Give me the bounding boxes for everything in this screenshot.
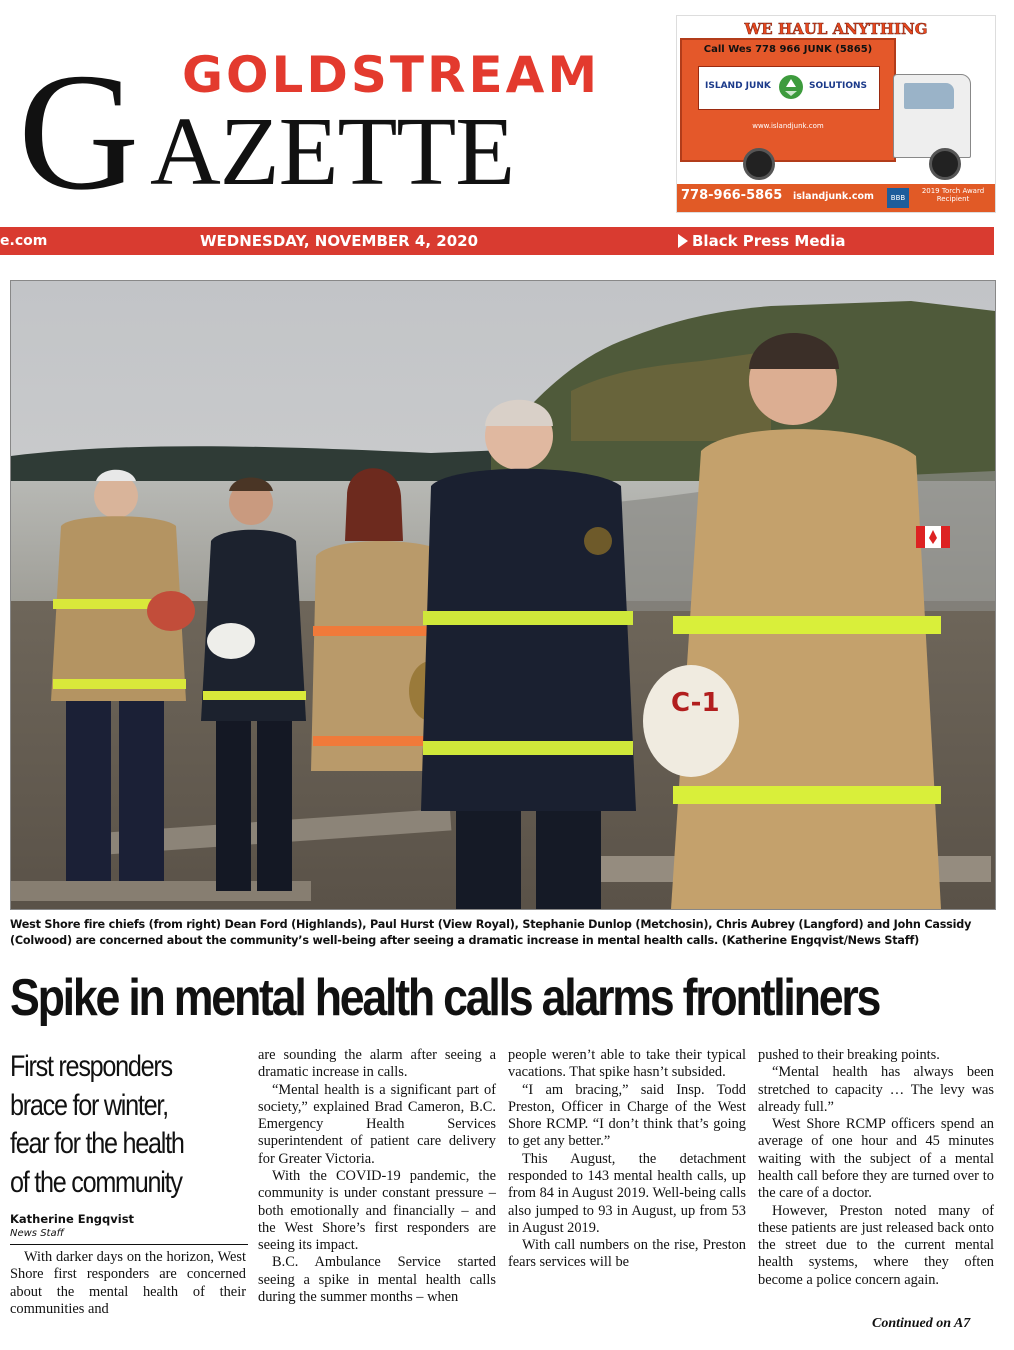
lead-photo[interactable]	[10, 280, 996, 910]
recycle-icon	[777, 73, 805, 101]
island-junk-ad[interactable]	[676, 15, 996, 213]
ad-logo-right: SOLUTIONS	[809, 81, 868, 91]
byline-role: News Staff	[10, 1228, 64, 1239]
article-column-1	[10, 1249, 246, 1318]
masthead-gazette: AZETTE	[150, 98, 515, 206]
ad-website-small: www.islandjunk.com	[752, 122, 824, 130]
ad-award: 2019 Torch Award Recipient	[921, 187, 985, 204]
truck-cab	[893, 74, 971, 158]
ad-phone[interactable]: 778-966-5865	[681, 188, 783, 203]
paragraph: West Shore RCMP officers spend an average of one hour and 45 minutes waiting with the subject of a mental health call before they are turned over to the care of a doctor.	[758, 1116, 994, 1202]
article-column-3	[508, 1047, 746, 1272]
continued-link[interactable]: Continued on A7	[872, 1316, 971, 1331]
bbb-logo-icon: BBB	[887, 188, 909, 208]
paragraph: “I am bracing,” said Insp. Todd Preston, Officer in Charge of the West Shore RCMP. “I don’t think that’s going to get any better.”	[508, 1081, 746, 1150]
article-column-4	[758, 1047, 994, 1289]
article-column-2	[258, 1047, 496, 1306]
paragraph: With darker days on the horizon, West Shore first responders are concerned about the mental health of their communities and	[10, 1249, 246, 1317]
date-bar	[0, 227, 994, 255]
paragraph: B.C. Ambulance Service started seeing a spike in mental health calls during the summer months – when	[258, 1254, 496, 1305]
photo-caption: West Shore fire chiefs (from right) Dean Ford (Highlands), Paul Hurst (View Royal), Stephanie Dunlop (Metchosin), Chris Aubrey (Langford) and John Cassidy (Colwood) are concerned about the community’s well-being after seeing a dramatic increase in mental health calls. (Katherine Engqvist/News Staff)	[10, 918, 972, 948]
ad-call-line: Call Wes 778 966 JUNK (5865)	[703, 44, 873, 55]
truck-wheel-rear	[743, 148, 775, 180]
truck-box-illustration	[680, 38, 896, 162]
paragraph: This August, the detachment responded to 143 mental health calls, up from 84 in August 2019. Well-being calls also jumped to 93 in August, up from 53 in August 2019.	[508, 1150, 746, 1236]
ad-headline: WE HAUL ANYTHING	[744, 20, 928, 38]
website-fragment[interactable]: e.com	[0, 233, 48, 249]
deck-line: brace for winter,	[10, 1088, 168, 1122]
paragraph: “Mental health has always been stretched to capacity … The levy was already full.”	[758, 1064, 994, 1115]
subheadline	[10, 1048, 210, 1203]
masthead-big-letter: G	[18, 39, 140, 225]
deck-line: fear for the health	[10, 1127, 184, 1161]
paragraph: are sounding the alarm after seeing a dramatic increase in calls.	[258, 1047, 496, 1081]
lead-photo-illustration	[11, 281, 995, 909]
deck-line: First responders	[10, 1050, 172, 1083]
issue-date: WEDNESDAY, NOVEMBER 4, 2020	[200, 232, 479, 250]
play-arrow-icon	[678, 234, 688, 248]
publisher-name: Black Press Media	[692, 232, 846, 250]
helmet-badge: C-1	[671, 688, 720, 718]
ad-logo	[698, 66, 880, 110]
byline-rule	[10, 1244, 248, 1245]
ad-website[interactable]: islandjunk.com	[793, 191, 874, 202]
publisher[interactable]	[678, 232, 846, 250]
deck-line: of the community	[10, 1166, 182, 1200]
paragraph: With the COVID-19 pandemic, the community is under constant pressure – both emotionally and financially – and the West Shore’s first responders are seeing its impact.	[258, 1167, 496, 1254]
masthead-goldstream: GOLDSTREAM	[182, 46, 601, 104]
masthead	[0, 0, 660, 225]
ad-logo-left: ISLAND JUNK	[705, 81, 771, 91]
paragraph: pushed to their breaking points.	[758, 1047, 940, 1063]
paragraph: With call numbers on the rise, Preston fears services will be	[508, 1237, 746, 1271]
truck-window	[904, 83, 954, 109]
headline: Spike in mental health calls alarms frontliners	[10, 969, 880, 1027]
byline-name: Katherine Engqvist	[10, 1212, 135, 1226]
paragraph: However, Preston noted many of these patients are just released back onto the street due to the current mental health systems, where they often become a police concern again.	[758, 1202, 994, 1288]
paragraph: people weren’t able to take their typical vacations. That spike hasn’t subsided.	[508, 1047, 746, 1081]
paragraph: “Mental health is a significant part of society,” explained Brad Cameron, B.C. Emergency Health Services superintendent of patient care delivery for Greater Victoria.	[258, 1081, 496, 1167]
truck-wheel-front	[929, 148, 961, 180]
